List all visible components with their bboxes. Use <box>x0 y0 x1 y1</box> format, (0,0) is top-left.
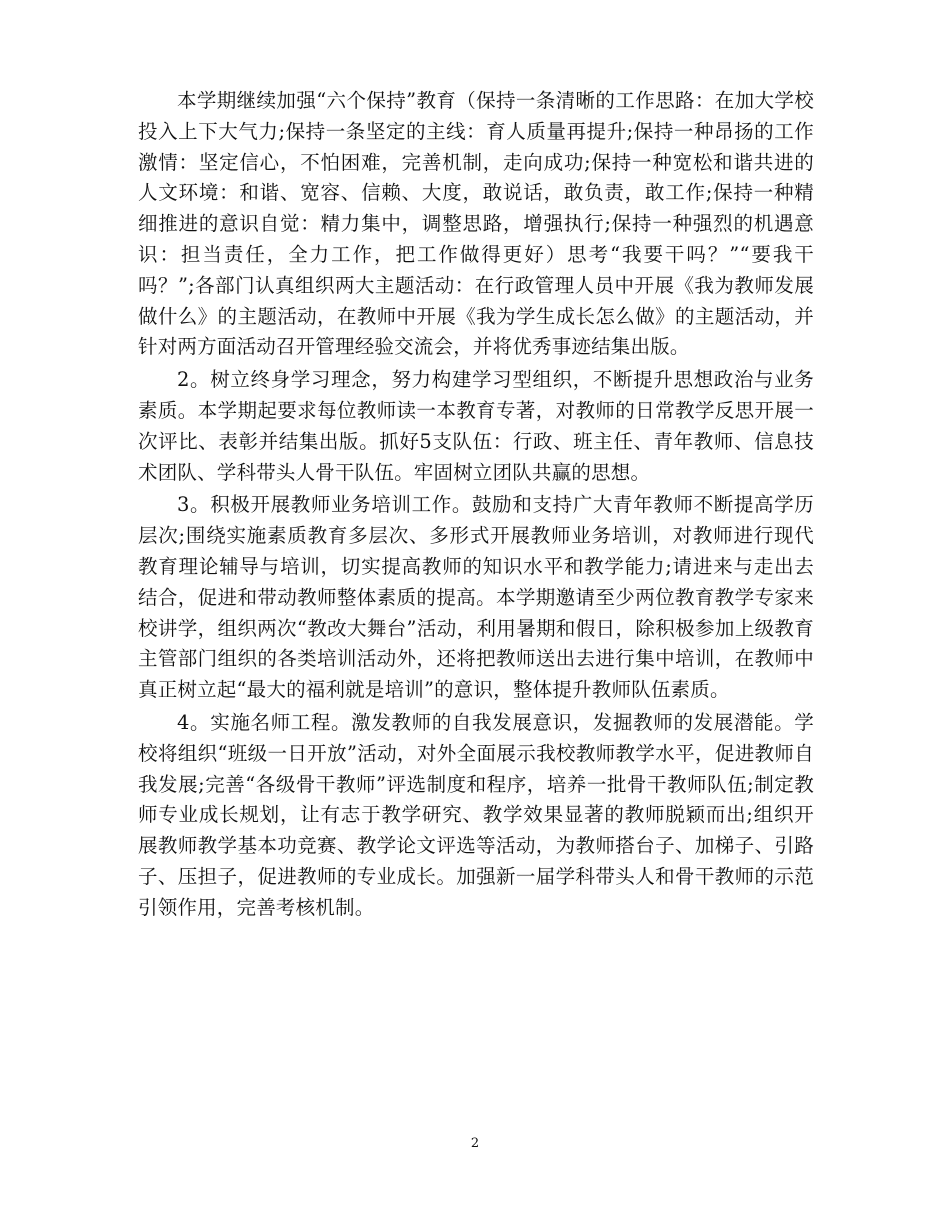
page-number: 2 <box>470 1136 480 1151</box>
paragraph-lifelong-learning: 2。树立终身学习理念，努力构建学习型组织，不断提升思想政治与业务素质。本学期起要求每位教师读一本教育专著，对教师的日常教学反思开展一次评比、表彰并结集出版。抓好5支队伍：行政、班主任、青年教师、信息技术团队、学科带头人骨干队伍。牢固树立团队共赢的思想。 <box>138 368 814 484</box>
paragraph-famous-teacher-project: 4。实施名师工程。激发教师的自我发展意识，发掘教师的发展潜能。学校将组织“班级一日开放”活动，对外全面展示我校教师教学水平，促进教师自我发展;完善“各级骨干教师”评选制度和程序，培养一批骨干教师队伍;制定教师专业成长规划，让有志于教学研究、教学效果显著的教师脱颖而出;组织开展教师教学基本功竞赛、教学论文评选等活动，为教师搭台子、加梯子、引路子、压担子，促进教师的专业成长。加强新一届学科带头人和骨干教师的示范引领作用，完善考核机制。 <box>138 710 814 919</box>
document-body <box>138 86 814 924</box>
paragraph-teacher-training: 3。积极开展教师业务培训工作。鼓励和支持广大青年教师不断提高学历层次;围绕实施素质教育多层次、多形式开展教师业务培训，对教师进行现代教育理论辅导与培训，切实提高教师的知识水平和教学能力;请进来与走出去结合，促进和带动教师整体素质的提高。本学期邀请至少两位教育教学专家来校讲学，组织两次“教改大舞台”活动，利用暑期和假日，除积极参加上级教育主管部门组织的各类培训活动外，还将把教师送出去进行集中培训，在教师中真正树立起“最大的福利就是培训”的意识，整体提升教师队伍素质。 <box>138 493 814 702</box>
paragraph-six-keeps: 本学期继续加强“六个保持”教育（保持一条清晰的工作思路：在加大学校投入上下大气力;保持一条坚定的主线：育人质量再提升;保持一种昂扬的工作激情：坚定信心，不怕困难，完善机制，走向成功;保持一种宽松和谐共进的人文环境：和谐、宽容、信赖、大度，敢说话，敢负责，敢工作;保持一种精细推进的意识自觉：精力集中，调整思路，增强执行;保持一种强烈的机遇意识：担当责任，全力工作，把工作做得更好）思考“我要干吗？”“要我干吗？”;各部门认真组织两大主题活动：在行政管理人员中开展《我为教师发展做什么》的主题活动，在教师中开展《我为学生成长怎么做》的主题活动，并针对两方面活动召开管理经验交流会，并将优秀事迹结集出版。 <box>138 89 814 359</box>
